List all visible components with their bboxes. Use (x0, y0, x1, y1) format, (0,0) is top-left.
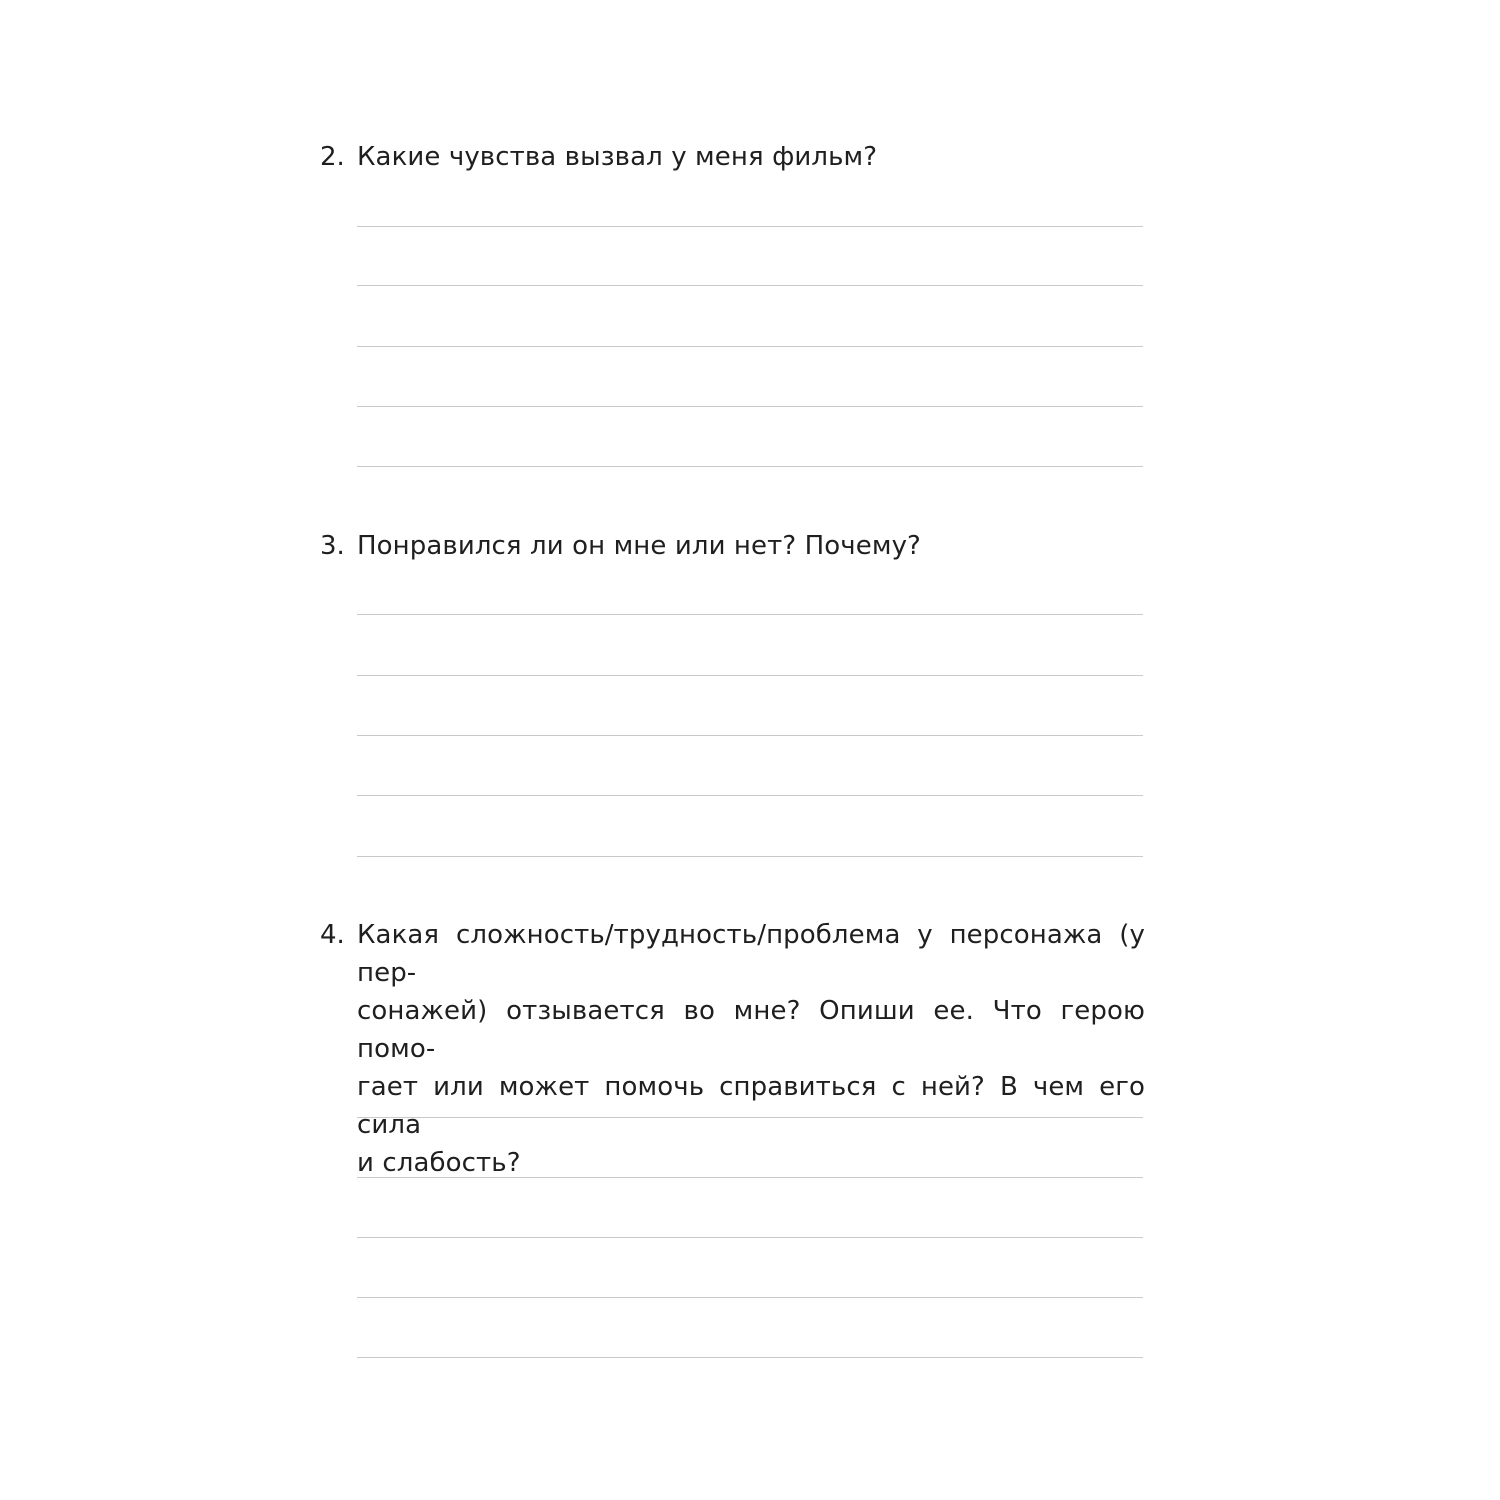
answer-line[interactable] (357, 346, 1143, 347)
question-text (357, 138, 1145, 176)
question-line: сонажей) отзывается во мне? Опиши ее. Что герою помо- (357, 996, 1145, 1064)
question-number: 4. (320, 920, 345, 950)
answer-line[interactable] (357, 226, 1143, 227)
question-text (357, 916, 1145, 1182)
answer-line[interactable] (357, 1357, 1143, 1358)
question-4 (320, 916, 1145, 1182)
question-number: 3. (320, 531, 345, 561)
answer-line[interactable] (357, 285, 1143, 286)
question-3 (320, 527, 1145, 565)
answer-line[interactable] (357, 614, 1143, 615)
answer-line[interactable] (357, 795, 1143, 796)
question-line: и слабость? (357, 1148, 521, 1178)
answer-line[interactable] (357, 856, 1143, 857)
question-line: Какая сложность/трудность/проблема у персонажа (у пер- (357, 920, 1145, 988)
question-number: 2. (320, 142, 345, 172)
answer-line[interactable] (357, 406, 1143, 407)
answer-line[interactable] (357, 1177, 1143, 1178)
answer-line[interactable] (357, 675, 1143, 676)
question-line: Какие чувства вызвал у меня фильм? (357, 142, 878, 172)
answer-line[interactable] (357, 1117, 1143, 1118)
question-2 (320, 138, 1145, 176)
answer-line[interactable] (357, 1297, 1143, 1298)
question-text (357, 527, 1145, 565)
answer-line[interactable] (357, 466, 1143, 467)
question-line: Понравился ли он мне или нет? Почему? (357, 531, 921, 561)
question-line: гает или может помочь справиться с ней? В чем его сила (357, 1072, 1145, 1140)
answer-line[interactable] (357, 1237, 1143, 1238)
answer-line[interactable] (357, 735, 1143, 736)
